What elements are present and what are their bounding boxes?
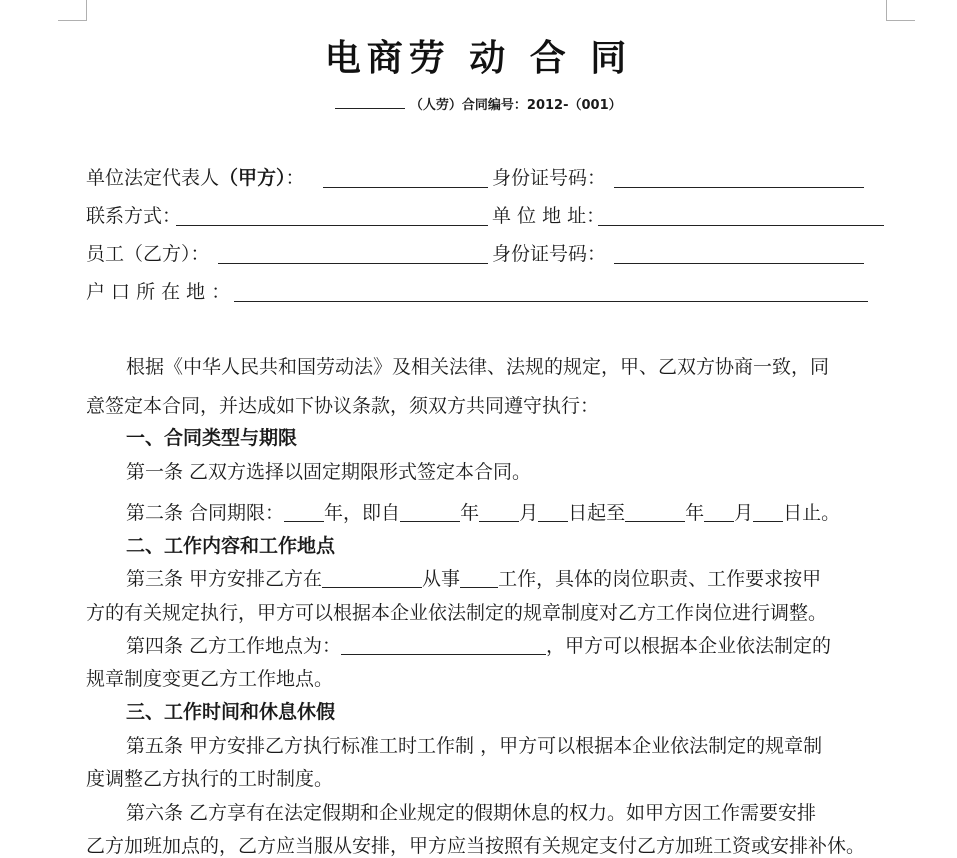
employer-rep-party-a: （甲方）	[219, 167, 286, 189]
contract-number-label: （人劳）合同编号：2012-（001）	[409, 98, 622, 113]
company-address-label: 单 位 地 址：	[492, 205, 606, 227]
article-2-year2: 年	[460, 502, 480, 524]
contract-prefix-blank	[335, 94, 405, 109]
start-month-blank[interactable]	[479, 501, 519, 522]
article-6-line-1: 第六条 乙方享有在法定假期和企业规定的假期休息的权力。如甲方因工作需要安排	[126, 802, 817, 824]
article-2-day1: 日起至	[568, 502, 626, 524]
company-address-blank[interactable]	[598, 225, 884, 226]
article-4-rest: ，甲方可以根据本企业依法制定的	[546, 635, 832, 657]
article-1: 第一条 乙双方选择以固定期限形式签定本合同。	[126, 461, 532, 483]
start-day-blank[interactable]	[538, 501, 568, 522]
article-6-line-2: 乙方加班加点的，乙方应当服从安排，甲方应当按照有关规定支付乙方加班工资或安排补休。	[86, 835, 866, 857]
id-number-label-2: 身份证号码：	[492, 243, 607, 265]
job-blank[interactable]	[460, 567, 498, 588]
employee-blank[interactable]	[218, 263, 488, 264]
id-number-label-1: 身份证号码：	[492, 167, 607, 189]
end-day-blank[interactable]	[753, 501, 783, 522]
preamble-line-1: 根据《中华人民共和国劳动法》及相关法律、法规的规定，甲、乙双方协商一致，同	[126, 356, 830, 378]
article-2	[126, 501, 840, 525]
article-5-line-1: 第五条 甲方安排乙方执行标准工时工作制 ，甲方可以根据本企业依法制定的规章制	[126, 735, 823, 757]
start-year-blank[interactable]	[400, 501, 460, 522]
article-3-rest: 工作，具体的岗位职责、工作要求按甲	[498, 568, 822, 590]
end-year-blank[interactable]	[625, 501, 685, 522]
article-4-line-2: 规章制度变更乙方工作地点。	[86, 668, 334, 690]
article-3-line-2: 方的有关规定执行，甲方可以根据本企业依法制定的规章制度对乙方工作岗位进行调整。	[86, 602, 828, 624]
work-location-blank[interactable]	[341, 634, 546, 655]
id-number-blank-2[interactable]	[614, 263, 864, 264]
article-4-prefix: 第四条 乙方工作地点为：	[126, 635, 342, 657]
contract-number	[0, 94, 957, 113]
crop-mark-top-right	[886, 0, 915, 21]
contact-blank[interactable]	[176, 225, 488, 226]
term-years-blank[interactable]	[284, 501, 324, 522]
employer-rep-label	[86, 166, 305, 190]
article-4-line-1	[126, 634, 831, 658]
employer-rep-colon: ：	[285, 167, 305, 189]
workplace-blank[interactable]	[322, 567, 422, 588]
section-2-heading: 二、工作内容和工作地点	[126, 535, 336, 557]
employee-label: 员工（乙方）：	[86, 243, 210, 265]
article-2-year1: 年，即自	[324, 502, 401, 524]
preamble-line-2: 意签定本合同，并达成如下协议条款，须双方共同遵守执行：	[86, 395, 600, 417]
id-number-blank-1[interactable]	[614, 187, 864, 188]
article-2-month2: 月	[734, 502, 754, 524]
article-2-prefix: 第二条 合同期限：	[126, 502, 285, 524]
article-2-month1: 月	[519, 502, 539, 524]
employer-rep-label-text: 单位法定代表人	[86, 167, 220, 189]
employer-rep-blank[interactable]	[323, 187, 488, 188]
section-1-heading: 一、合同类型与期限	[126, 427, 298, 449]
section-3-heading: 三、工作时间和休息休假	[126, 701, 336, 723]
hukou-label: 户 口 所 在 地 ：	[86, 281, 231, 303]
article-2-end: 日止。	[783, 502, 841, 524]
article-2-year3: 年	[685, 502, 705, 524]
article-5-line-2: 度调整乙方执行的工时制度。	[86, 768, 334, 790]
article-3-prefix: 第三条 甲方安排乙方在	[126, 568, 323, 590]
article-3-line-1	[126, 567, 821, 591]
document-title: 电商劳 动 合 同	[324, 38, 633, 79]
crop-mark-top-left	[58, 0, 87, 21]
hukou-blank[interactable]	[234, 301, 868, 302]
contact-label: 联系方式：	[86, 205, 182, 227]
article-3-mid: 从事	[422, 568, 461, 590]
end-month-blank[interactable]	[704, 501, 734, 522]
